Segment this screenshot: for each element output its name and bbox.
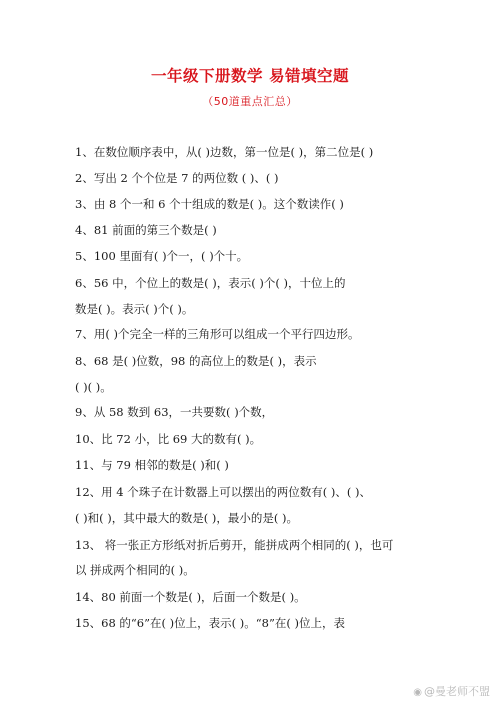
question-line: 14、80 前面一个数是( )，后面一个数是( )。 bbox=[75, 590, 306, 604]
question-line: 3、由 8 个一和 6 个十组成的数是( )。这个数读作( ) bbox=[75, 197, 344, 211]
watermark-text: @曼老师不盟 bbox=[424, 685, 490, 698]
camera-icon: ◉ bbox=[413, 687, 422, 698]
question-line: 10、比 72 小，比 69 大的数有( )。 bbox=[75, 432, 262, 446]
question-line: 以 拼成两个相同的( )。 bbox=[75, 563, 195, 577]
page-title: 一年级下册数学 易错填空题 bbox=[151, 67, 349, 85]
question-line: 4、81 前面的第三个数是( ) bbox=[75, 223, 217, 237]
question-line: ( )( )。 bbox=[75, 380, 112, 394]
watermark bbox=[413, 683, 490, 699]
question-line: 数是( )。表示( )个( )。 bbox=[75, 302, 194, 316]
question-line: 1、在数位顺序表中，从( )边数，第一位是( )，第二位是( ) bbox=[75, 145, 374, 159]
question-line: 7、用( )个完全一样的三角形可以组成一个平行四边形。 bbox=[75, 327, 360, 341]
question-line: 2、写出 2 个个位是 7 的两位数 ( )、( ) bbox=[75, 171, 279, 185]
question-line: 8、68 是( )位数，98 的高位上的数是( )，表示 bbox=[75, 354, 317, 368]
page-subtitle: （50道重点汇总） bbox=[202, 95, 298, 108]
question-line: 13、 将一张正方形纸对折后剪开，能拼成两个相同的( )，也可 bbox=[75, 538, 394, 552]
question-line: 9、从 58 数到 63，一共要数( )个数， bbox=[75, 405, 274, 419]
question-line: 12、用 4 个珠子在计数器上可以摆出的两位数有( )、( )、 bbox=[75, 485, 372, 499]
question-line: 15、68 的“6”在( )位上，表示( )。“8”在( )位上，表 bbox=[75, 616, 345, 630]
question-line: 11、与 79 相邻的数是( )和( ) bbox=[75, 458, 229, 472]
question-line: 5、100 里面有( )个一，( )个十。 bbox=[75, 249, 249, 263]
question-line: ( )和( )，其中最大的数是( )，最小的是( )。 bbox=[75, 511, 299, 525]
question-line: 6、56 中，个位上的数是( )，表示( )个( )，十位上的 bbox=[75, 276, 346, 290]
